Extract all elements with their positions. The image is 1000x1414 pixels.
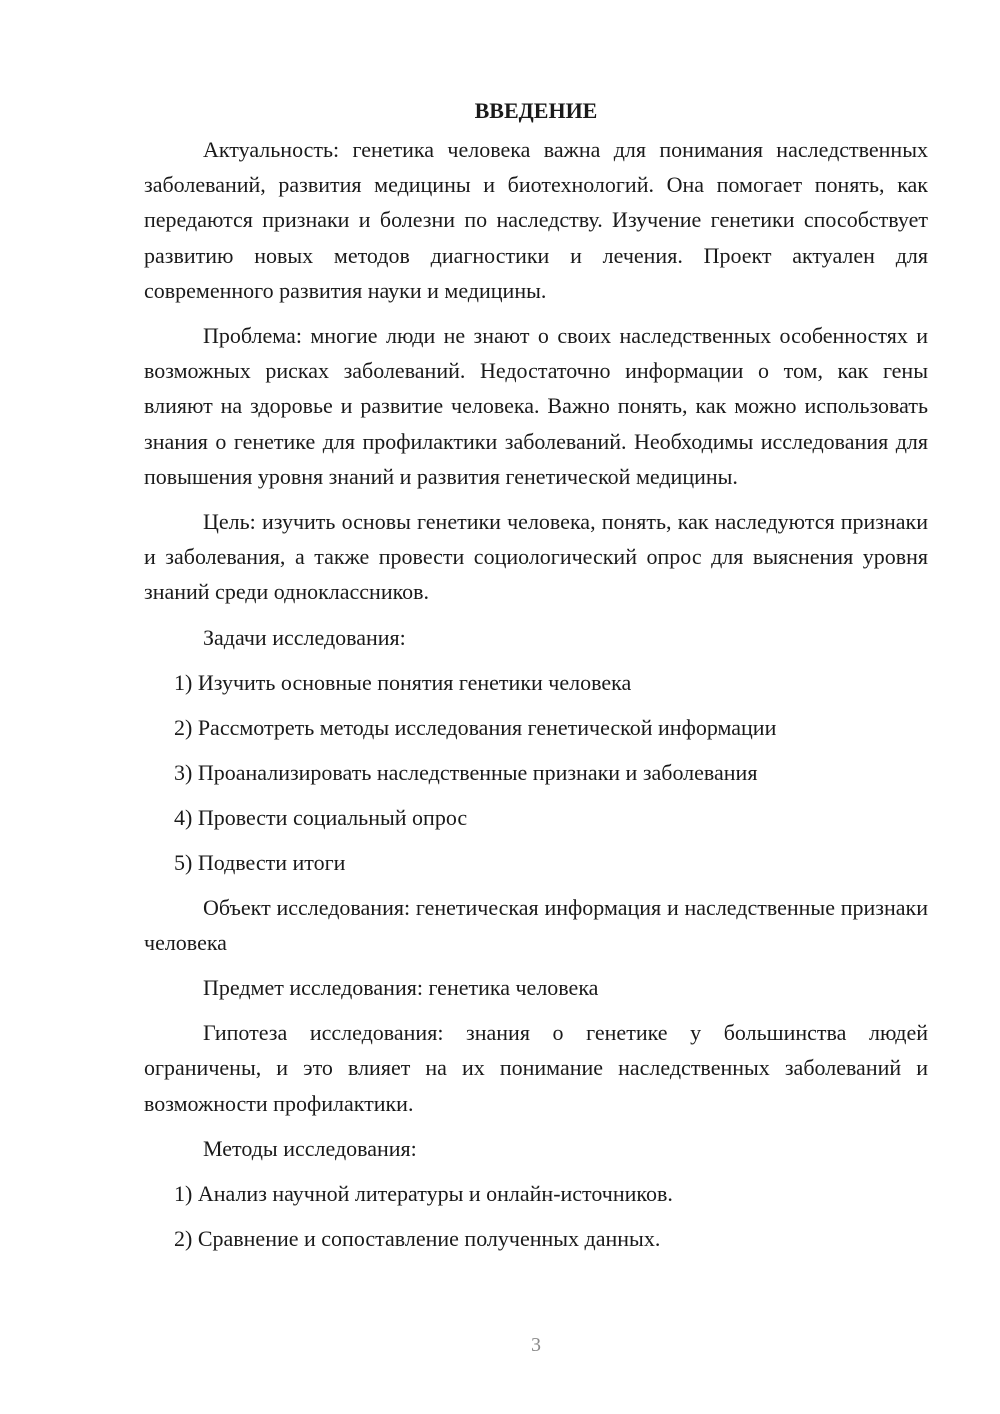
relevance-paragraph: Актуальность: генетика человека важна для понимания наследственных заболеваний, развития медицины и биотехнологий. Она помогает понять, как передаются признаки и болезни по наследству. Изучение генетики способствует развитию новых методов диагностики и лечения. Проект актуален для современного развития науки и медицины. (144, 137, 928, 303)
methods-title: Методы исследования: (203, 1135, 417, 1161)
page-number: 3 (531, 1334, 541, 1356)
object-paragraph: Объект исследования: генетическая информация и наследственные признаки человека (144, 894, 928, 955)
task-item-4: 4) Провести социальный опрос (174, 804, 468, 830)
task-item-5: 5) Подвести итоги (174, 849, 346, 875)
goal-paragraph: Цель: изучить основы генетики человека, понять, как наследуются признаки и заболевания, а также провести социологический опрос для выяснения уровня знаний среди одноклассников. (144, 509, 928, 605)
page-content (144, 93, 928, 1266)
task-item-1: 1) Изучить основные понятия генетики человека (174, 669, 632, 695)
subject-paragraph: Предмет исследования: генетика человека (203, 975, 599, 1001)
section-heading: ВВЕДЕНИЕ (474, 98, 598, 123)
method-item-2: 2) Сравнение и сопоставление полученных данных. (174, 1225, 661, 1251)
tasks-title: Задачи исследования: (203, 624, 406, 650)
task-item-2: 2) Рассмотреть методы исследования генетической информации (174, 714, 777, 740)
hypothesis-paragraph: Гипотеза исследования: знания о генетике у большинства людей ограничены, и это влияет на их понимание наследственных заболеваний и возможности профилактики. (144, 1020, 928, 1116)
problem-paragraph: Проблема: многие люди не знают о своих наследственных особенностях и возможных рисках заболеваний. Недостаточно информации о том, как гены влияют на здоровье и развитие человека. Важно понять, как можно использовать знания о генетике для профилактики заболеваний. Необходимы исследования для повышения уровня знаний и развития генетической медицины. (144, 323, 928, 489)
method-item-1: 1) Анализ научной литературы и онлайн-источников. (174, 1180, 673, 1206)
task-item-3: 3) Проанализировать наследственные признаки и заболевания (174, 759, 758, 785)
